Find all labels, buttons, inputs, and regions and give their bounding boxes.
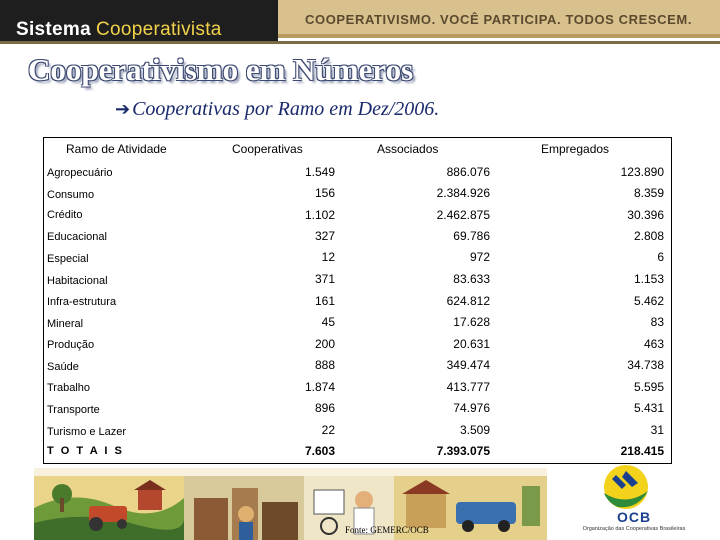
column-header-ramo: Ramo de Atividade [66,142,167,156]
table-row [44,401,670,426]
row-label: Transporte [47,404,100,416]
cooperativas-value: 12 [321,250,335,264]
table-row [44,294,670,316]
empregados-value: 31 [650,423,664,437]
empregados-value: 5.462 [633,294,664,308]
total-empregados: 218.415 [620,444,664,458]
associados-value: 886.076 [446,165,490,179]
cooperativas-value: 1.102 [304,208,335,222]
row-label: Especial [47,253,89,265]
empregados-value: 34.738 [627,358,664,372]
associados-value: 69.786 [453,229,490,243]
associados-value: 2.384.926 [436,186,490,200]
table-row [44,206,670,228]
cooperativas-value: 200 [314,337,335,351]
total-associados: 7.393.075 [436,444,490,458]
slogan: COOPERATIVISMO. VOCÊ PARTICIPA. TODOS CRESCEM. [305,12,693,27]
associados-value: 972 [469,250,490,264]
row-label: Saúde [47,361,79,373]
total-cooperativas: 7.603 [304,444,335,458]
column-header-cooperativas: Cooperativas [232,142,303,156]
row-label: Mineral [47,318,84,330]
header [0,0,720,44]
empregados-value: 2.808 [633,229,664,243]
cooperativas-value: 161 [314,294,335,308]
totals-row [44,445,670,467]
cooperativas-value: 371 [314,272,335,286]
table-row [44,316,670,338]
empregados-value: 5.431 [633,401,664,415]
cooperativas-value: 327 [314,229,335,243]
cooperative-illustration [34,468,547,540]
empregados-value: 5.595 [633,380,664,394]
column-header-empregados: Empregados [541,142,610,156]
empregados-value: 30.396 [627,208,664,222]
associados-value: 624.812 [446,294,490,308]
associados-value: 83.633 [453,272,490,286]
row-label: Crédito [47,209,83,221]
table-row [44,272,670,294]
row-label: Educacional [47,231,107,243]
empregados-value: 6 [657,250,664,264]
row-label: Turismo e Lazer [47,426,127,438]
table-row [44,228,670,250]
column-header-associados: Associados [377,142,439,156]
cooperativas-value: 896 [314,401,335,415]
empregados-value: 8.359 [633,186,664,200]
brand-word-1: Sistema [16,19,91,40]
brand-word-2: Cooperativista [95,19,222,40]
page-title: Cooperativismo em Números [28,52,414,87]
associados-value: 17.628 [453,315,490,329]
empregados-value: 1.153 [633,272,664,286]
logo-name: OCB [616,509,652,525]
associados-value: 349.474 [446,358,490,372]
empregados-value: 463 [643,337,664,351]
cooperativas-value: 1.874 [304,380,335,394]
logo-caption: Organização das Cooperativas Brasileiras [582,526,686,532]
associados-value: 2.462.875 [436,208,490,222]
table-row [44,250,670,272]
associados-value: 74.976 [453,401,490,415]
row-label: Trabalho [47,382,91,394]
row-label: Agropecuário [47,167,113,179]
ocb-logo [578,463,690,535]
table-row [44,360,670,382]
ocb-logo-icon [578,463,690,511]
subtitle: Cooperativas por Ramo em Dez/2006. [132,98,440,120]
cooperativas-value: 156 [314,186,335,200]
data-table [43,137,672,464]
row-label: Infra-estrutura [47,296,117,308]
empregados-value: 83 [650,315,664,329]
associados-value: 3.509 [459,423,490,437]
table-row [44,382,670,404]
row-label: Produção [47,339,95,351]
cooperativas-value: 888 [314,358,335,372]
source-note: Fonte: GEMERC/OCB [345,525,429,535]
subtitle-line [115,98,439,121]
cooperativas-value: 22 [321,423,335,437]
row-label: Habitacional [47,275,108,287]
associados-value: 413.777 [446,380,490,394]
table-row [44,162,670,184]
brand-block [0,0,278,44]
table-row [44,338,670,360]
cooperativas-value: 1.549 [304,165,335,179]
brand-text [16,19,222,41]
cooperativas-value: 45 [321,315,335,329]
totals-label: T O T A I S [47,445,124,457]
empregados-value: 123.890 [620,165,664,179]
row-label: Consumo [47,189,95,201]
right-arrow-icon: ➔ [115,99,131,119]
table-row [44,184,670,206]
associados-value: 20.631 [453,337,490,351]
header-divider [0,41,720,44]
